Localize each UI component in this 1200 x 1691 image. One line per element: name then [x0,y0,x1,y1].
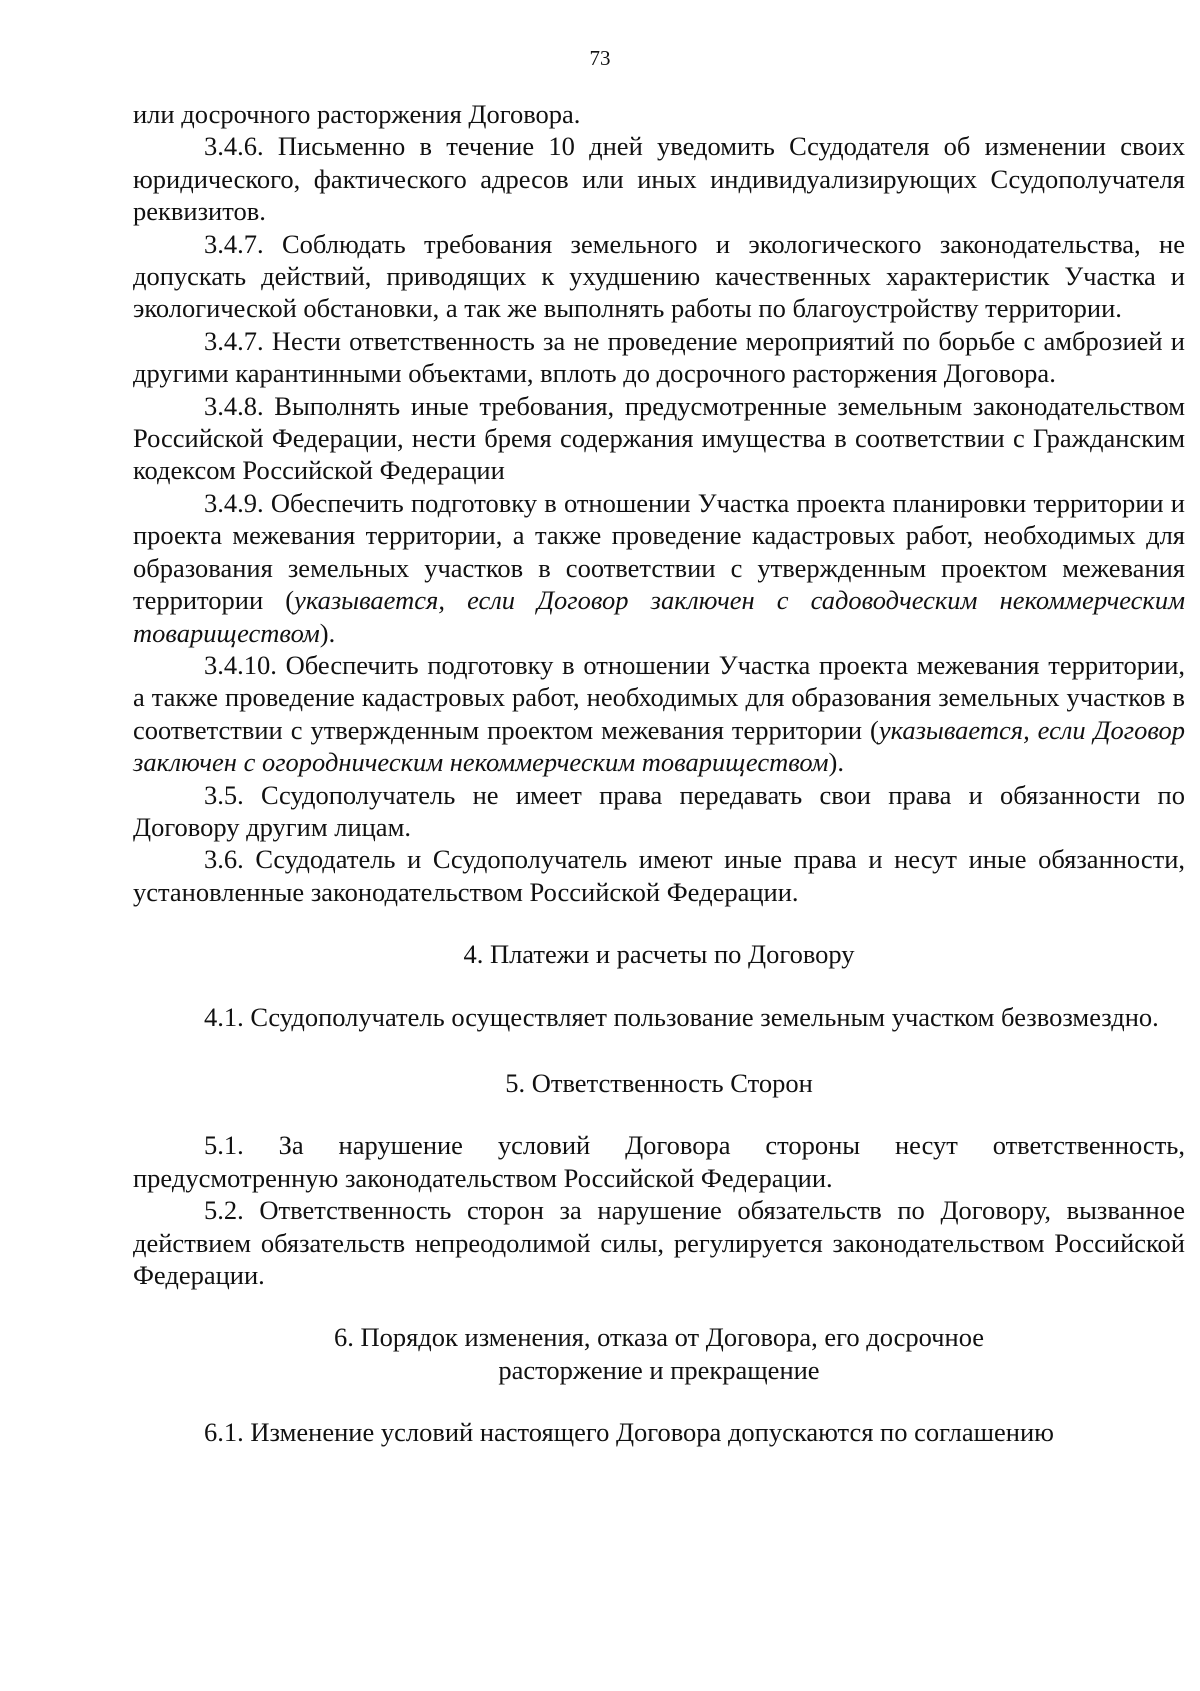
paragraph-text: ). [828,747,844,778]
paragraph [133,130,1185,227]
section-6-heading [133,1321,1185,1386]
paragraph-text: или досрочного расторжения Договора. [133,99,581,129]
document-body [133,98,1185,1449]
italic-note: указывается, если Договор заключен с огородническим некоммерческим товариществом [133,714,1185,778]
paragraph [133,390,1185,487]
paragraph-5-1: 5.1. За нарушение условий Договора стороны несут ответственность, предусмотренную законодательством Российской Федерации. [133,1130,1185,1193]
paragraph-text: 3.4.9. Обеспечить подготовку в отношении Участка проекта планировки территории и проекта межевания территории, а также проведение кадастровых работ, необходимых для образования земельных участков в соответствии с утвержденным проектом межевания территории ( [133,487,1185,616]
paragraph-text: ). [319,617,336,648]
section-5-heading: 5. Ответственность Сторон [505,1067,813,1098]
page-number: 73 [589,46,611,70]
paragraph [133,649,1185,779]
paragraph-text: 3.4.7. Нести ответственность за не проведение мероприятий по борьбе с амброзией и другими карантинными объектами, вплоть до досрочного расторжения Договора. [133,325,1185,389]
paragraph [133,487,1185,649]
paragraph [133,98,1185,130]
section-6-heading-line-1: 6. Порядок изменения, отказа от Договора, его досрочное [333,1322,985,1353]
paragraph [133,779,1185,844]
section-6-heading-line-2: расторжение и прекращение [498,1354,820,1385]
paragraph-text: 3.6. Ссудодатель и Ссудополучатель имеют иные права и несут иные обязанности, установленные законодательством Российской Федерации. [133,844,1185,907]
section-3-paragraphs [133,98,1185,908]
paragraph [133,843,1185,908]
paragraph-text: 3.5. Ссудополучатель не имеет права передавать свои права и обязанности по Договору другим лицам. [133,779,1185,842]
section-4-heading: 4. Платежи и расчеты по Договору [463,939,855,970]
paragraph-5-2: 5.2. Ответственность сторон за нарушение обязательств по Договору, вызванное действием обязательств непреодолимой силы, регулируется законодательством Российской Федерации. [133,1195,1185,1290]
paragraph-4-1: 4.1. Ссудополучатель осуществляет пользование земельным участком безвозмездно. [204,1001,1159,1032]
paragraph [133,325,1185,390]
paragraph-text: 3.4.7. Соблюдать требования земельного и экологического законодательства, не допускать действий, приводящих к ухудшению качественных характеристик Участка и экологической обстановки, а так же выполнять работы по благоустройству территории. [133,228,1185,324]
italic-note: указывается, если Договор заключен с садоводческим некоммерческим товариществом [133,585,1185,648]
paragraph-text: 3.4.6. Письменно в течение 10 дней уведомить Ссудодателя об изменении своих юридического, фактического адресов или иных индивидуализирующих Ссудополучателя реквизитов. [133,131,1185,227]
paragraph-text: 3.4.8. Выполнять иные требования, предусмотренные земельным законодательством Российской Федерации, нести бремя содержания имущества в соответствии с Гражданским кодексом Российской Федерации [133,390,1185,486]
paragraph [133,228,1185,325]
paragraph-text: 3.4.10. Обеспечить подготовку в отношении Участка проекта межевания территории, а также проведение кадастровых работ, необходимых для образования земельных участков в соответствии с утвержденным проектом межевания территории ( [133,649,1185,745]
paragraph-6-1: 6.1. Изменение условий настоящего Договора допускаются по соглашению [204,1417,1054,1448]
